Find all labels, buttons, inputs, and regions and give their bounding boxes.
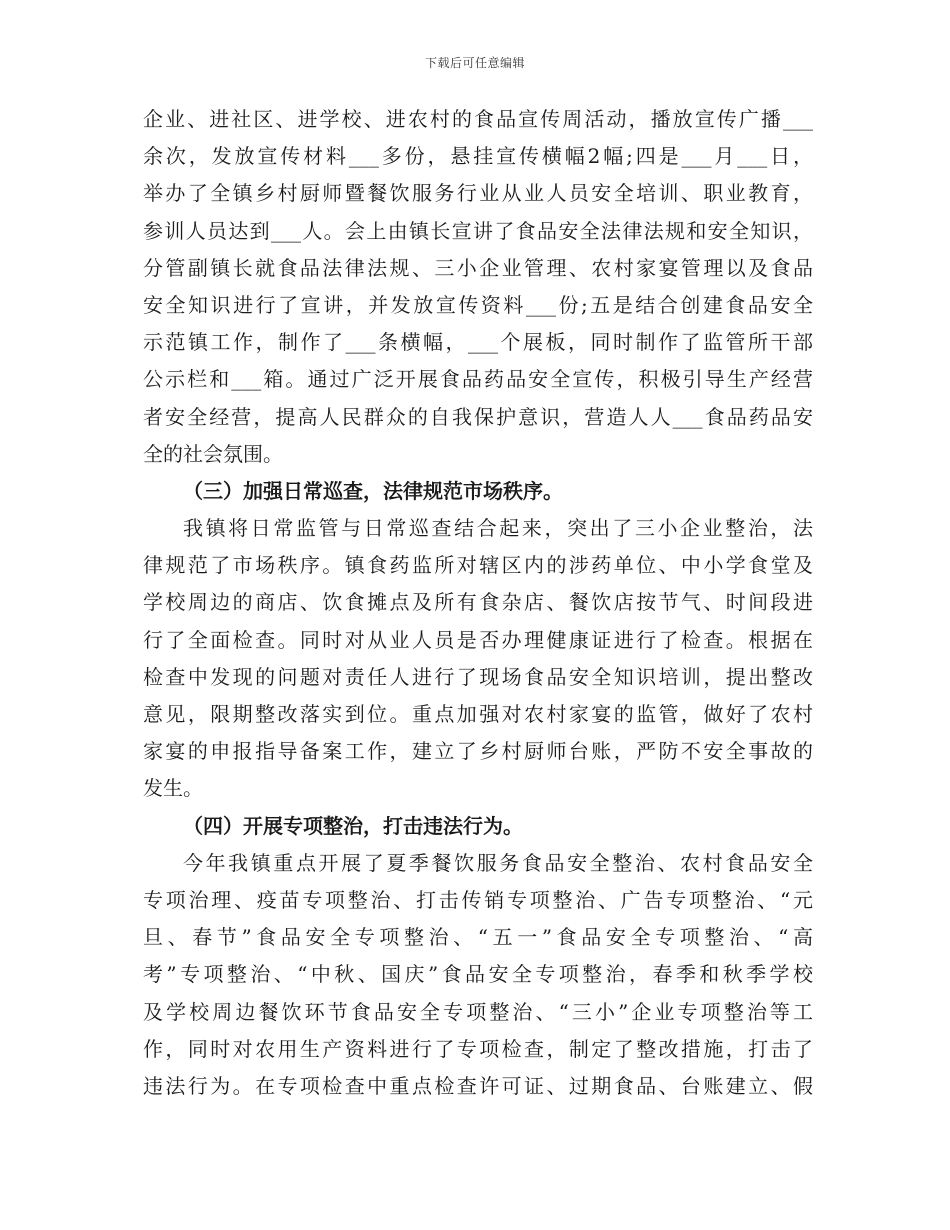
text-line: 考”专项整治、“中秋、国庆”食品安全专项整治，春季和秋季学校: [143, 962, 813, 987]
text-line: 者安全经营，提高人民群众的自我保护意识，营造人人___食品药品安: [143, 404, 813, 429]
text-line: 安全知识进行了宣讲，并发放宣传资料___份;五是结合创建食品安全: [143, 292, 813, 317]
text-line: 举办了全镇乡村厨师暨餐饮服务行业从业人员安全培训、职业教育，: [143, 181, 813, 206]
text-line: 违法行为。在专项检查中重点检查许可证、过期食品、台账建立、假: [143, 1073, 813, 1098]
text-line: 公示栏和___箱。通过广泛开展食品药品安全宣传，积极引导生产经营: [143, 367, 813, 392]
text-line: 示范镇工作，制作了___条横幅，___个展板，同时制作了监管所干部: [143, 330, 813, 355]
text-line: 企业、进社区、进学校、进农村的食品宣传周活动，播放宣传广播___: [143, 107, 813, 131]
text-line: 全的社会氛围。: [143, 441, 283, 466]
text-line: 参训人员达到___人。会上由镇长宣讲了食品安全法律法规和安全知识，: [143, 218, 813, 243]
text-line: 余次，发放宣传材料___多份，悬挂宣传横幅2幅;四是___月___日，: [143, 144, 813, 169]
text-line: 及学校周边餐饮环节食品安全专项整治、“三小”企业专项整治等工: [143, 999, 813, 1024]
section-heading: （四）开展专项整治，打击违法行为。: [183, 813, 523, 838]
text-line: 我镇将日常监管与日常巡查结合起来，突出了三小企业整治，法: [183, 516, 813, 541]
section-heading: （三）加强日常巡查，法律规范市场秩序。: [183, 478, 563, 503]
text-line: 行了全面检查。同时对从业人员是否办理健康证进行了检查。根据在: [143, 627, 813, 652]
text-line: 分管副镇长就食品法律法规、三小企业管理、农村家宴管理以及食品: [143, 255, 813, 280]
text-line: 意见，限期整改落实到位。重点加强对农村家宴的监管，做好了农村: [143, 702, 813, 726]
text-line: 旦、春节”食品安全专项整治、“五一”食品安全专项整治、“高: [143, 925, 813, 950]
text-line: 家宴的申报指导备案工作，建立了乡村厨师台账，严防不安全事故的: [143, 739, 813, 764]
text-line: 律规范了市场秩序。镇食药监所对辖区内的涉药单位、中小学食堂及: [143, 553, 813, 578]
page-header: 下载后可任意编辑: [424, 56, 525, 70]
text-line: 学校周边的商店、饮食摊点及所有食杂店、餐饮店按节气、时间段进: [143, 590, 813, 615]
text-line: 检查中发现的问题对责任人进行了现场食品安全知识培训，提出整改: [143, 664, 813, 689]
text-line: 发生。: [143, 776, 203, 801]
text-line: 专项治理、疫苗专项整治、打击传销专项整治、广告专项整治、“元: [143, 887, 813, 912]
text-line: 今年我镇重点开展了夏季餐饮服务食品安全整治、农村食品安全: [183, 850, 813, 875]
document-body: [143, 101, 813, 1105]
text-line: 作，同时对农用生产资料进行了专项检查，制定了整改措施，打击了: [143, 1036, 813, 1061]
